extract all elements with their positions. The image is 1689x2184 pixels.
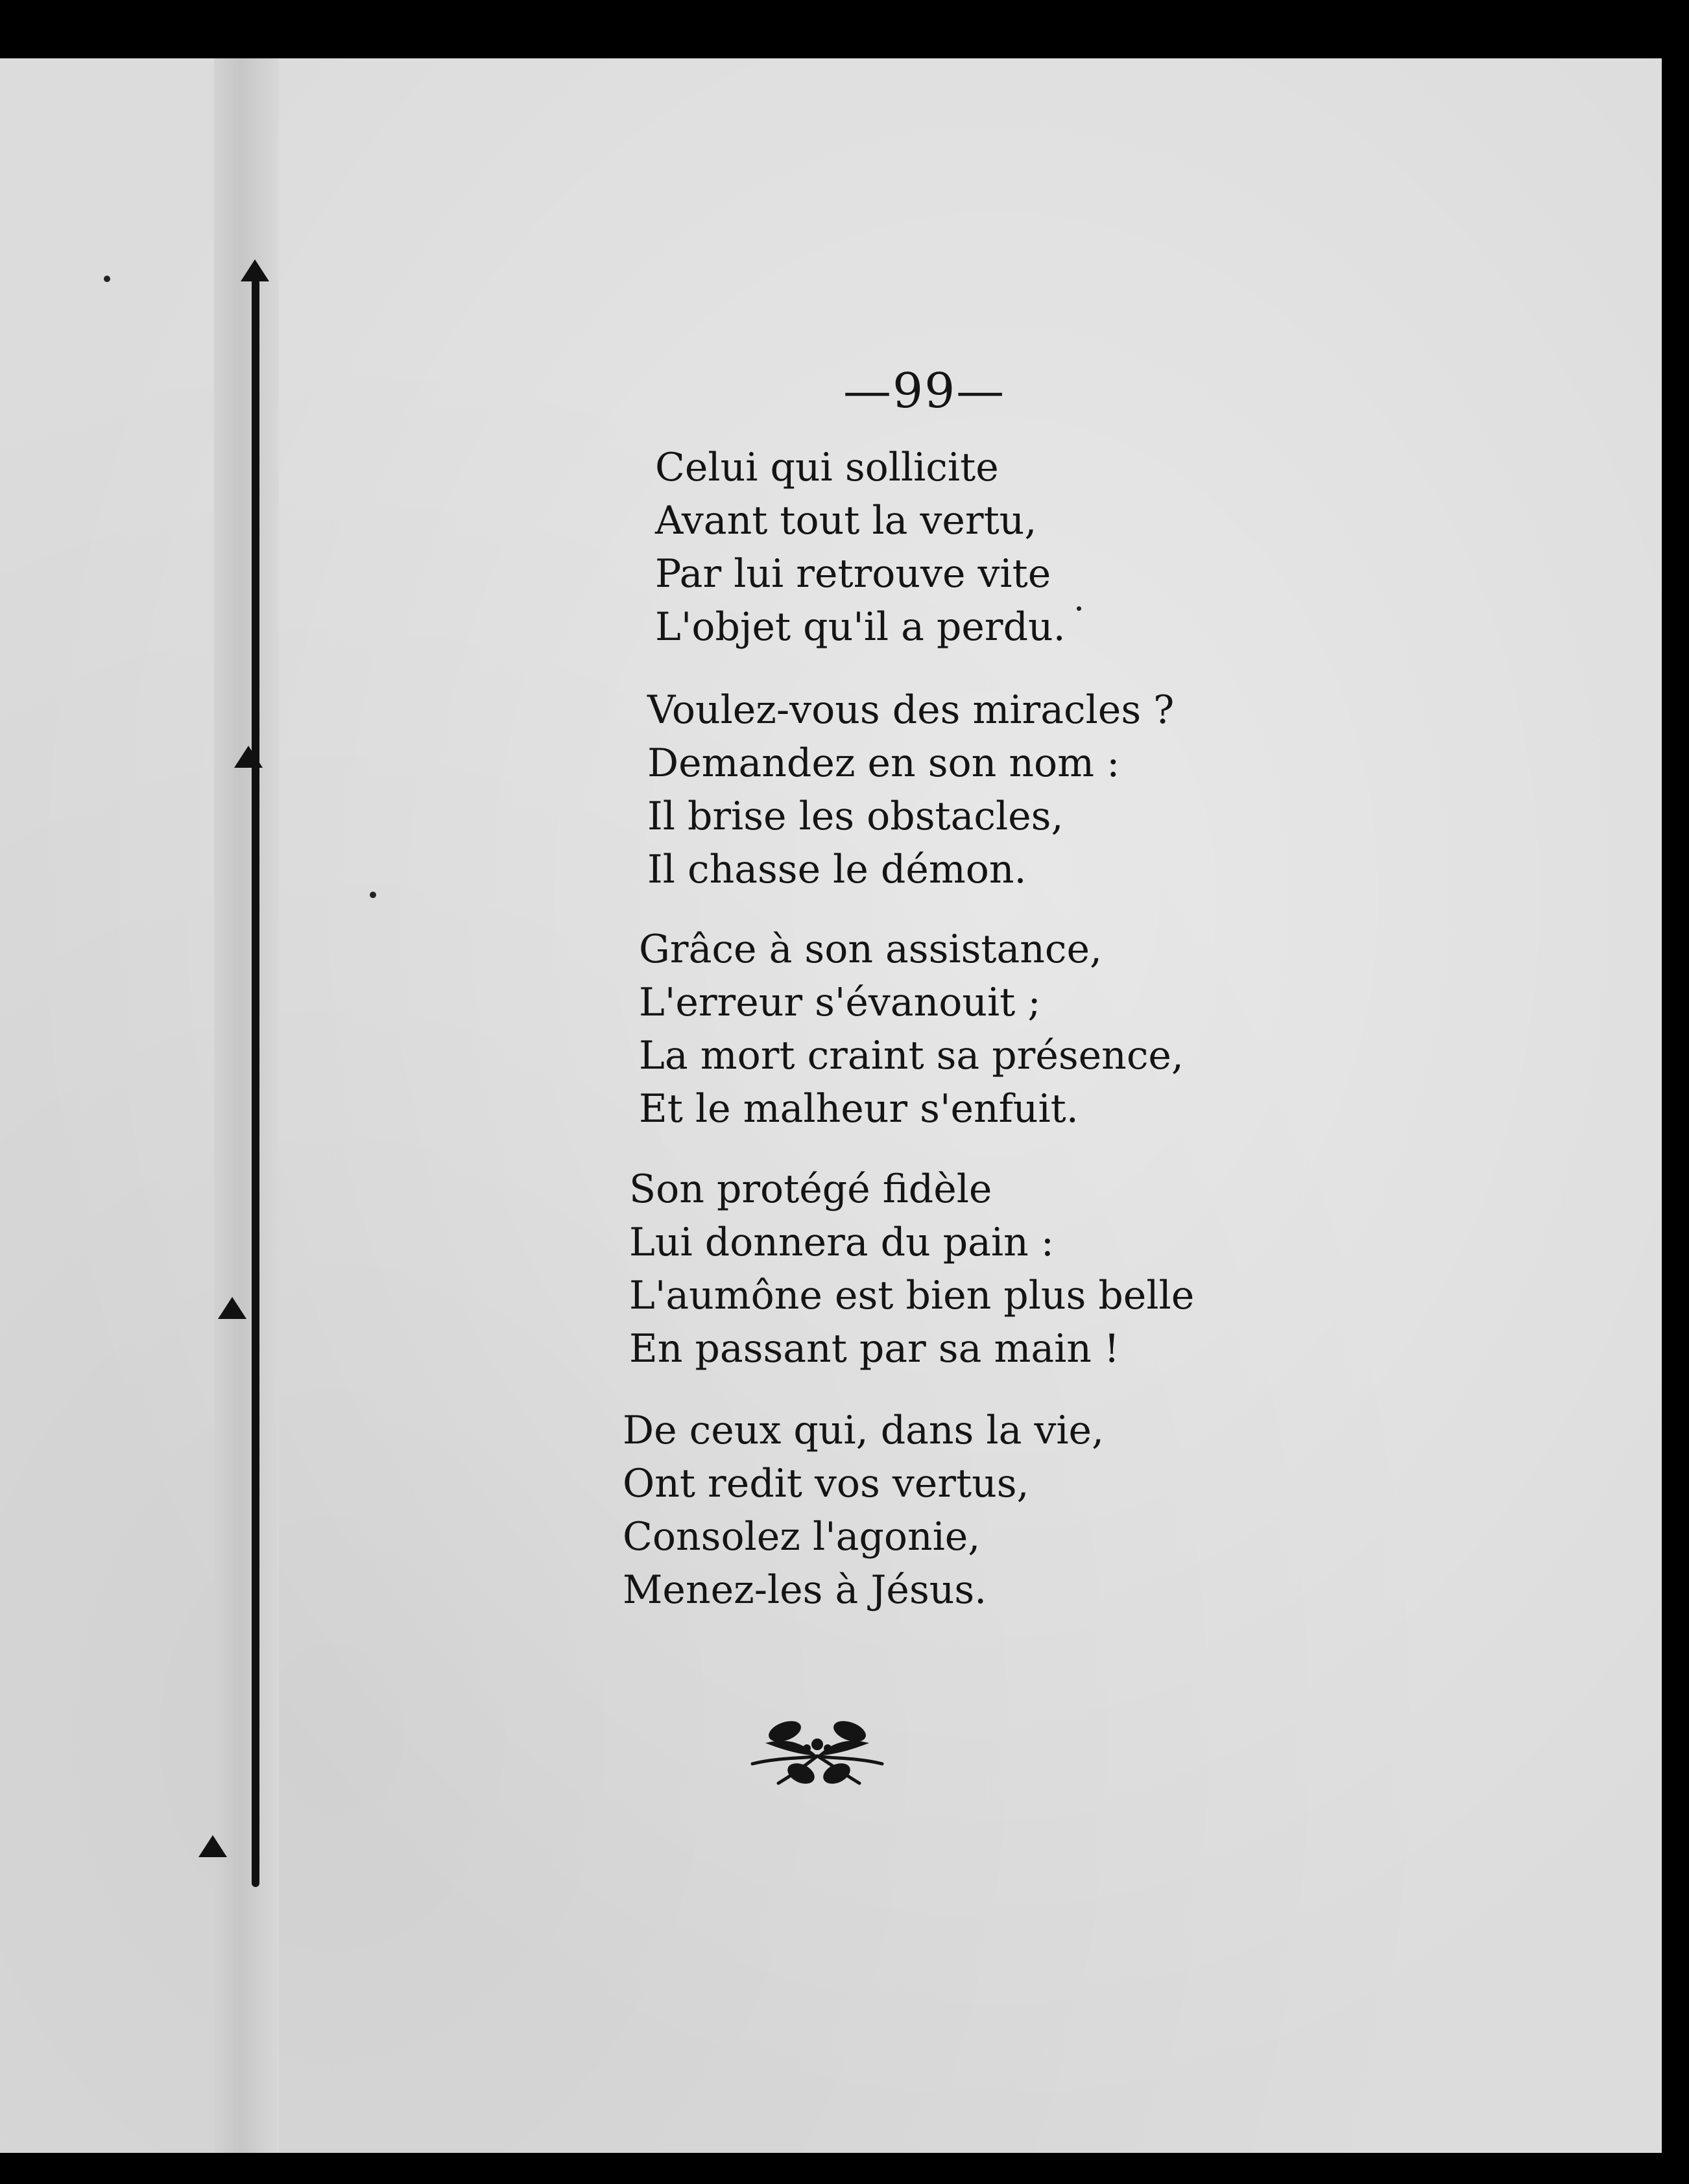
verse-line: L'aumône est bien plus belle (629, 1273, 1195, 1318)
verse-line: Demandez en son nom : (647, 741, 1120, 786)
verse-line: De ceux qui, dans la vie, (623, 1408, 1105, 1453)
verse-line: Il chasse le démon. (647, 847, 1027, 892)
stanza (639, 923, 1184, 1135)
leaf-vignette-icon (739, 1705, 895, 1796)
verse-line: Il brise les obstacles, (647, 794, 1064, 839)
verse-line: Consolez l'agonie, (623, 1514, 981, 1560)
verse-line: L'erreur s'évanouit ; (639, 980, 1041, 1025)
stanza (647, 683, 1174, 896)
verse-line: Voulez-vous des miracles ? (647, 687, 1175, 733)
verse-line: En passant par sa main ! (629, 1326, 1120, 1371)
verse-line: Lui donnera du pain : (629, 1220, 1055, 1265)
verse-line: Avant tout la vertu, (655, 498, 1037, 543)
verse-line: Grâce à son assistance, (639, 927, 1103, 972)
stanza (629, 1163, 1194, 1375)
verse-line: Celui qui sollicite (655, 445, 999, 490)
verse-line: La mort craint sa présence, (639, 1033, 1184, 1078)
verse-line: Par lui retrouve vite (655, 551, 1051, 597)
page-number: —99— (843, 363, 1006, 419)
stanza (655, 441, 1066, 654)
verse-line: L'objet qu'il a perdu. (655, 604, 1066, 650)
verse-line: Menez-les à Jésus. (623, 1567, 987, 1613)
verse-line: Son protégé fidèle (629, 1167, 992, 1212)
verse-line: Et le malheur s'enfuit. (639, 1086, 1079, 1132)
stanza (623, 1404, 1104, 1617)
verse-line: Ont redit vos vertus, (623, 1461, 1029, 1506)
